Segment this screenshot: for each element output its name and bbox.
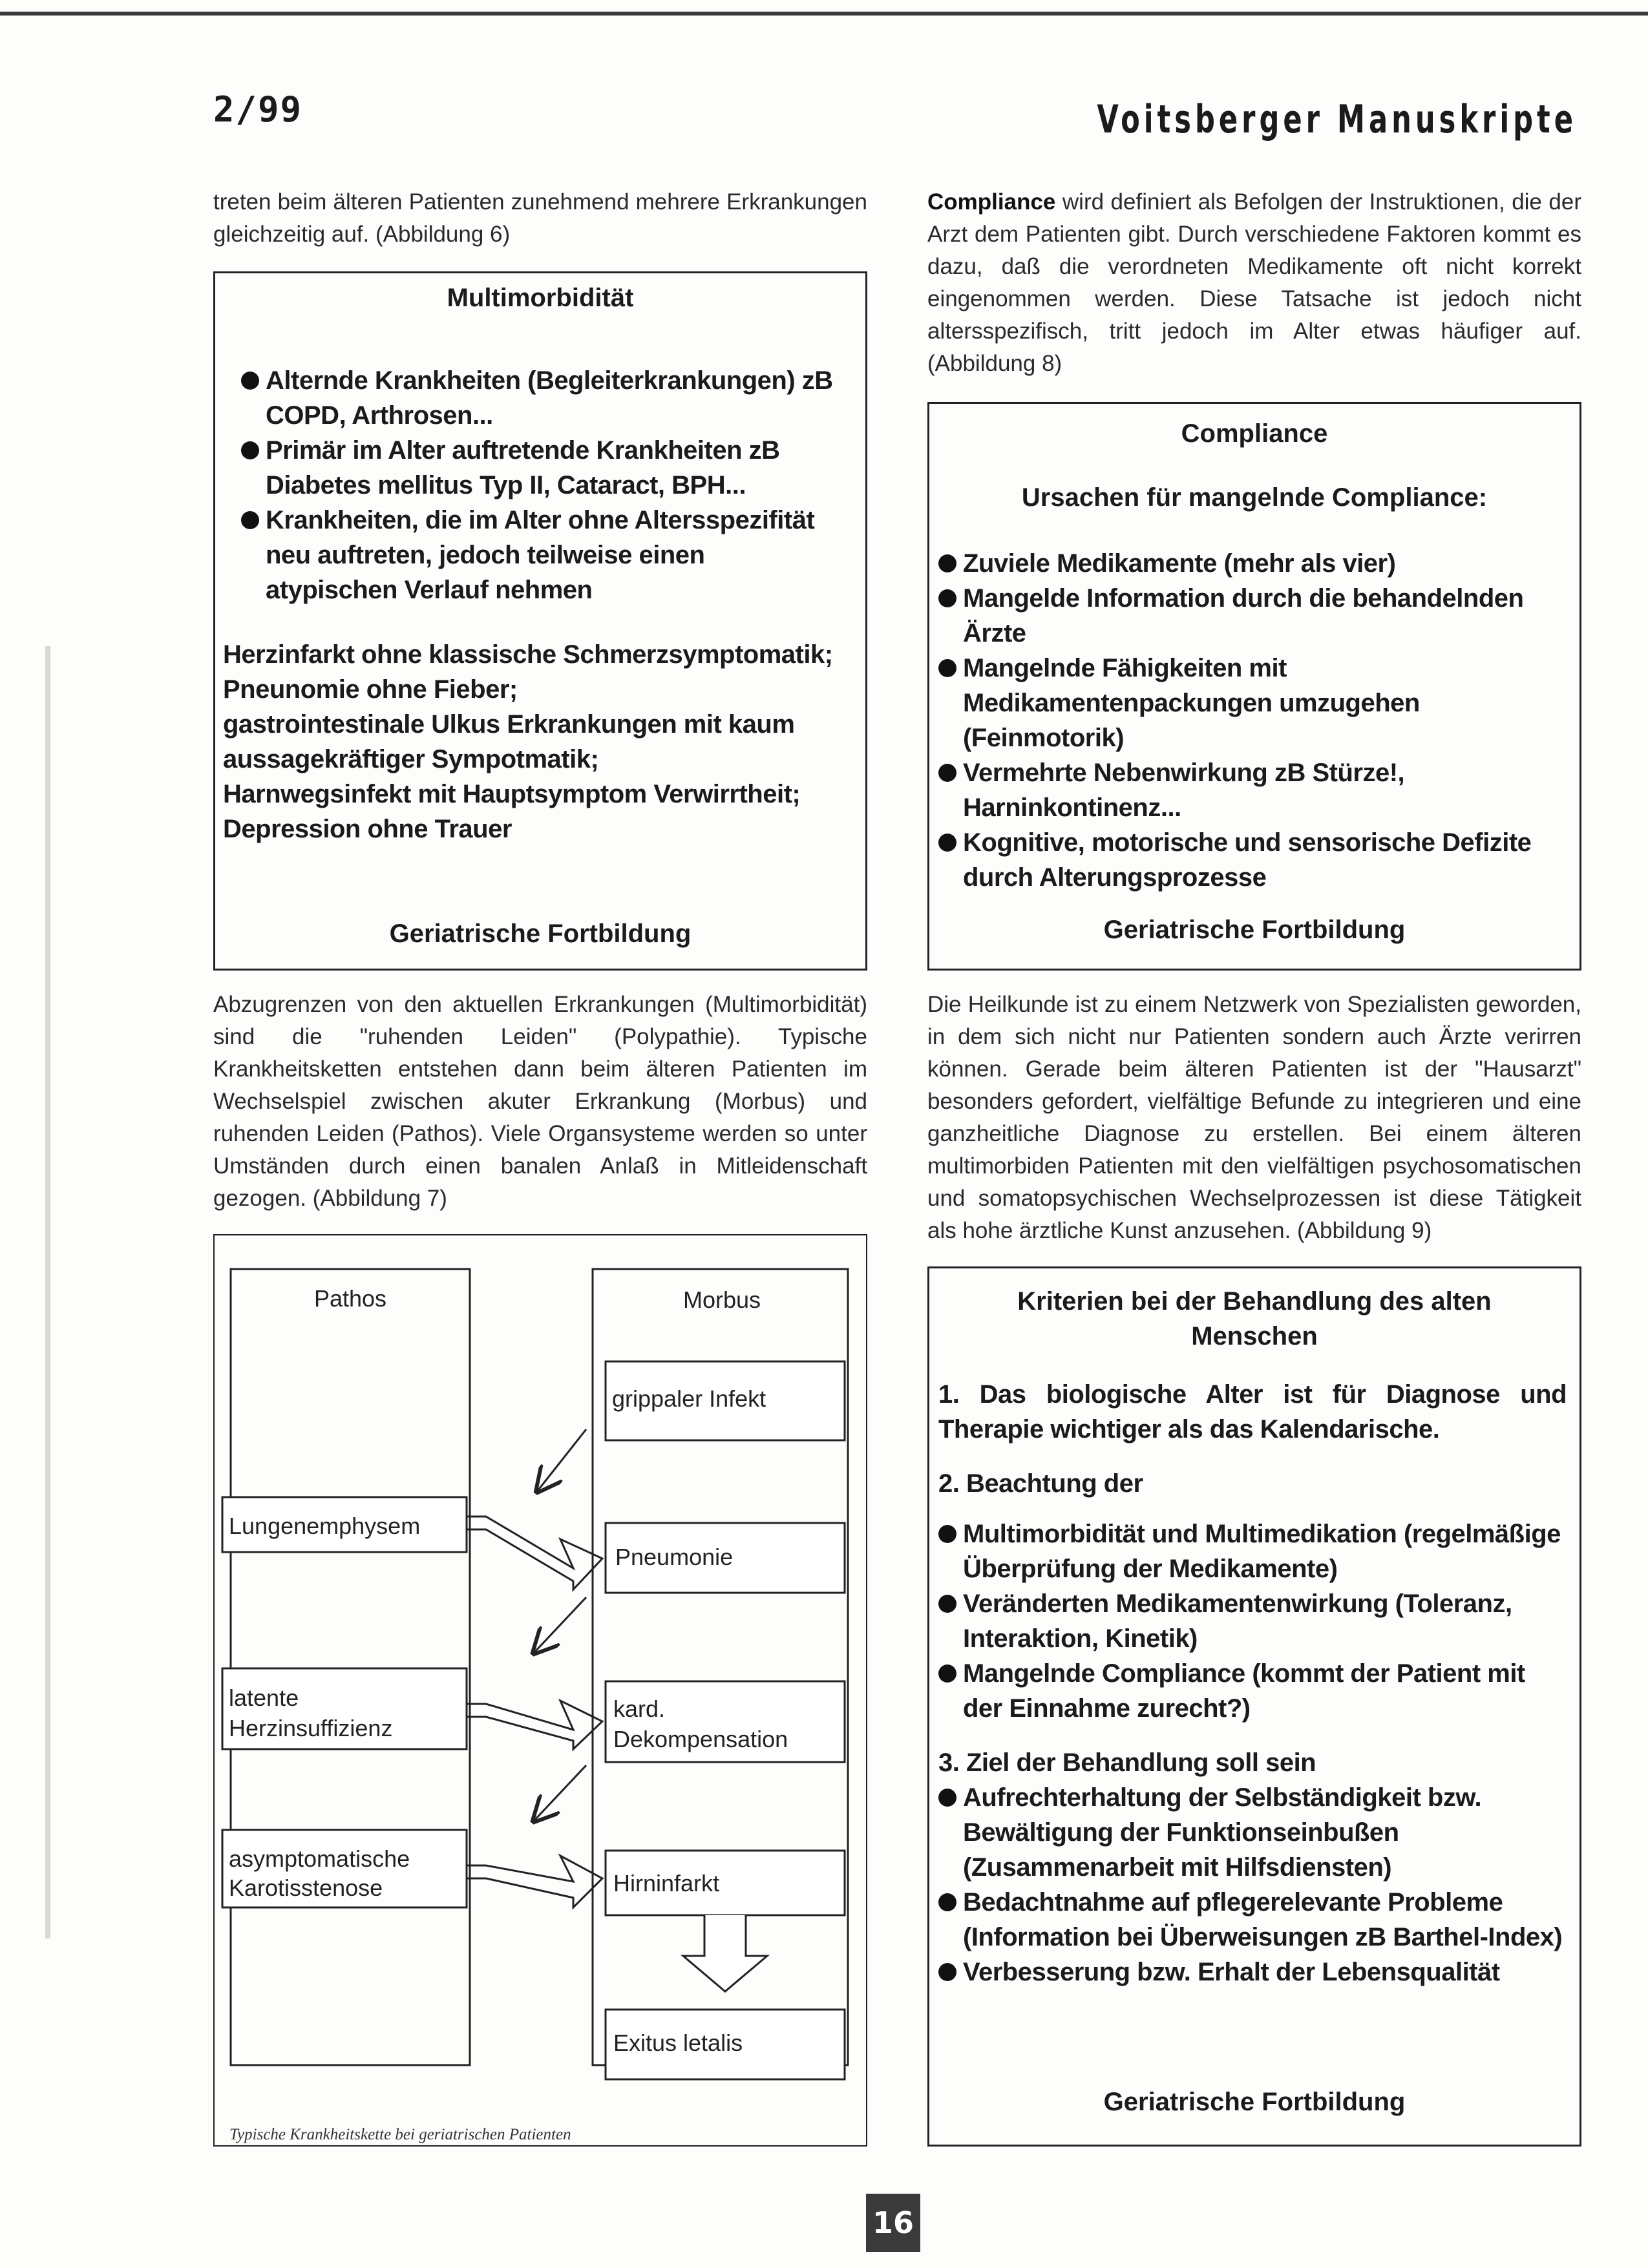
multimorbiditaet-footer: Geriatrische Fortbildung: [389, 919, 692, 948]
page-number: 16: [866, 2194, 920, 2252]
list-item: Bedachtnahme auf pflegerelevante Probleme (Information bei Überweisungen zB Barthel-Index): [938, 1885, 1567, 1955]
list-item: Mangelde Information durch die behandelnden Ärzte: [938, 581, 1554, 651]
left-paragraph-2: Abzugrenzen von den aktuellen Erkrankungen (Multimorbidität) sind die "ruhenden Leiden" (Polypathie). Typische Krankheitsketten entstehen dann beim älteren Patienten im Wechselspiel zwischen akuter Erkrankung (Morbus) und ruhenden Leiden (Pathos). Viele Organsysteme werden so unter Umständen durch einen banalen Anlaß in Mitleidenschaft gezogen. (Abbildung 7): [213, 992, 867, 1211]
compliance-term: Compliance: [927, 189, 1056, 215]
list-item: Primär im Alter auftretende Krankheiten zB Diabetes mellitus Typ II, Cataract, BPH...: [241, 433, 833, 503]
issue-number: 2/99: [213, 89, 303, 130]
arrow-infekt: [538, 1429, 586, 1491]
compliance-footer: Geriatrische Fortbildung: [1103, 916, 1406, 944]
list-item: Multimorbidität und Multimedikation (regelmäßige Überprüfung der Medikamente): [938, 1517, 1567, 1586]
bullet-icon: [241, 511, 259, 529]
top-rule: [0, 12, 1648, 16]
bullet-icon: [938, 764, 956, 782]
arrow-pneumonie: [534, 1597, 586, 1652]
list-item: Zuviele Medikamente (mehr als vier): [938, 546, 1554, 581]
morbus-hirninfarkt: Hirninfarkt: [613, 1870, 720, 1896]
multimorbiditaet-examples: [223, 637, 833, 846]
multimorbiditaet-title: Multimorbidität: [447, 284, 634, 312]
kriterien-title: Kriterien bei der Behandlung des alten Menschen: [1017, 1287, 1492, 1350]
pathos-latente: latente: [229, 1685, 299, 1711]
list-item: Aufrechterhaltung der Selbständigkeit bzw. Bewältigung der Funktionseinbußen (Zusammenarbeit mit Hilfsdiensten): [938, 1780, 1567, 1885]
arrow-herz-dekompensation: [467, 1701, 602, 1749]
publication-title: Voitsberger Manuskripte: [1097, 97, 1577, 142]
compliance-bullets: [938, 546, 1554, 895]
list-item: Vermehrte Nebenwirkung zB Stürze!, Harninkontinenz...: [938, 755, 1554, 825]
morbus-heading: Morbus: [682, 1286, 761, 1313]
bullet-icon: [938, 1963, 956, 1981]
bullet-icon: [938, 1525, 956, 1543]
bullet-icon: [938, 1664, 956, 1683]
kriterien-point-3: 3. Ziel der Behandlung soll sein: [938, 1748, 1316, 1777]
example-line: Depression ohne Trauer: [223, 815, 512, 843]
compliance-box: [927, 402, 1581, 971]
bullet-icon: [938, 554, 956, 572]
list-item: Kognitive, motorische und sensorische Defizite durch Alterungsprozesse: [938, 825, 1554, 895]
pathos-karotisstenose: Karotisstenose: [229, 1874, 383, 1901]
list-item: Mangelnde Compliance (kommt der Patient mit der Einnahme zurecht?): [938, 1656, 1567, 1726]
example-line: Pneunomie ohne Fieber;: [223, 675, 518, 704]
bullet-icon: [938, 834, 956, 852]
example-line: Herzinfarkt ohne klassische Schmerzsymptomatik;: [223, 640, 833, 669]
pathos-column: [231, 1269, 470, 2065]
kriterien-box: [927, 1266, 1581, 2147]
bullet-icon: [938, 1595, 956, 1613]
morbus-dekompensation: Dekompensation: [613, 1726, 788, 1752]
pathos-asymptomatische: asymptomatische: [229, 1845, 410, 1872]
morbus-pneumonie: Pneumonie: [615, 1544, 734, 1570]
scan-edge: [45, 646, 50, 1938]
bullet-icon: [938, 589, 956, 607]
kriterien-point-1: 1. Das biologische Alter ist für Diagnose und Therapie wichtiger als das Kalendarische.: [938, 1380, 1567, 1444]
krankheitskette-diagram: [215, 1235, 866, 2145]
bullet-icon: [938, 659, 956, 677]
multimorbiditaet-box: [213, 271, 867, 971]
right-paragraph-2: Die Heilkunde ist zu einem Netzwerk von Spezialisten geworden, in dem sich nicht nur Patienten sondern auch Ärzte verirren können. Gerade beim älteren Patienten ist der "Hausarzt" besonders gefordert, vielfältige Befunde zu integrieren und eine ganzheitliche Diagnose zu erstellen. Bei einem älteren multimorbiden Patienten mit den vielfältigen psychosomatischen und somatopsychischen Wechselprozessen ist diese Tätigkeit als hohe ärztliche Kunst anzusehen. (Abbildung 9): [927, 992, 1581, 1243]
arrow-down-exitus: [683, 1915, 767, 1991]
arrow-karotis-hirninfarkt: [467, 1856, 602, 1907]
morbus-infekt: grippaler Infekt: [612, 1385, 766, 1412]
right-intro-paragraph: Compliance wird definiert als Befolgen der Instruktionen, die der Arzt dem Patienten gibt. Durch verschiedene Faktoren kommt es dazu, daß die verordneten Medikamente oft nicht korrekt eingenommen werden. Diese Tatsache ist jedoch nicht altersspezifisch, tritt jedoch im Alter etwas häufiger auf. (Abbildung 8): [927, 189, 1581, 376]
arrow-lunge-pneumonie: [467, 1517, 602, 1590]
pathos-herzinsuffizienz: Herzinsuffizienz: [229, 1715, 393, 1741]
pathos-lungenemphysem: Lungenemphysem: [229, 1513, 421, 1539]
list-item: Verbesserung bzw. Erhalt der Lebensqualität: [938, 1955, 1567, 1990]
pathos-heading: Pathos: [313, 1285, 387, 1312]
example-line: gastrointestinale Ulkus Erkrankungen mit kaum aussagekräftiger Sympotmatik;: [223, 710, 795, 773]
example-line: Harnwegsinfekt mit Hauptsymptom Verwirrtheit;: [223, 780, 801, 808]
kriterien-point-3-bullets: [938, 1780, 1567, 1990]
compliance-title: Compliance: [1181, 419, 1328, 448]
multimorbiditaet-bullets: [241, 363, 833, 607]
list-item: Veränderten Medikamentenwirkung (Toleranz, Interaktion, Kinetik): [938, 1586, 1567, 1656]
kriterien-point-2: 2. Beachtung der: [938, 1469, 1143, 1498]
morbus-kard: kard.: [613, 1696, 666, 1722]
figure-caption: Typische Krankheitskette bei geriatrischen Patienten: [229, 2126, 571, 2143]
krankheitskette-figure: [213, 1234, 867, 2147]
bullet-icon: [938, 1893, 956, 1911]
bullet-icon: [938, 1789, 956, 1807]
kriterien-footer: Geriatrische Fortbildung: [1103, 2088, 1406, 2116]
compliance-subtitle: Ursachen für mangelnde Compliance:: [1021, 483, 1488, 512]
left-intro-paragraph: treten beim älteren Patienten zunehmend mehrere Erkrankungen gleichzeitig auf. (Abbildung 6): [213, 189, 867, 247]
bullet-icon: [241, 372, 259, 390]
arrow-dekompensation: [534, 1765, 586, 1820]
bullet-icon: [241, 441, 259, 459]
list-item: Mangelnde Fähigkeiten mit Medikamentenpackungen umzugehen (Feinmotorik): [938, 651, 1554, 755]
kriterien-point-2-bullets: [938, 1517, 1567, 1726]
list-item: Alternde Krankheiten (Begleiterkrankungen) zB COPD, Arthrosen...: [241, 363, 833, 433]
list-item: Krankheiten, die im Alter ohne Altersspezifität neu auftreten, jedoch teilweise einen atypischen Verlauf nehmen: [241, 503, 833, 607]
morbus-exitus: Exitus letalis: [613, 2030, 743, 2056]
